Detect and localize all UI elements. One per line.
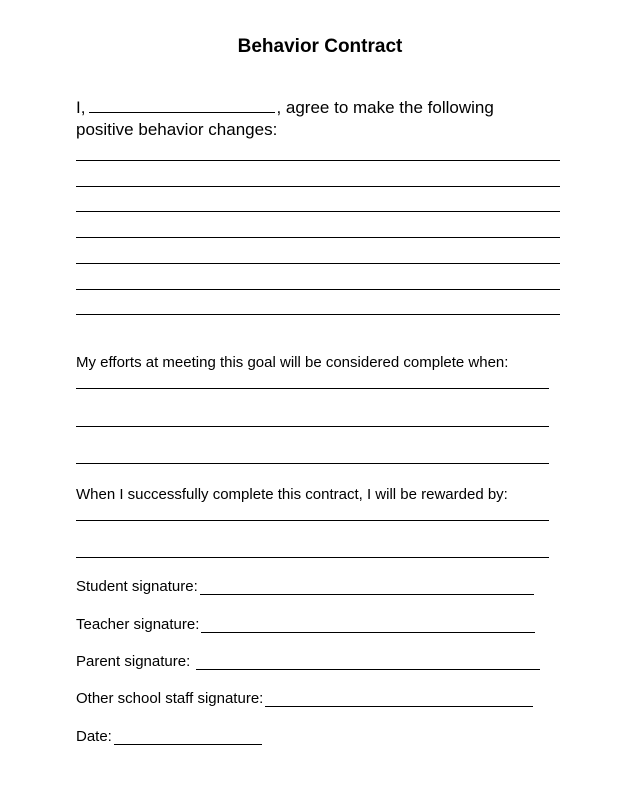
date-field[interactable] bbox=[114, 730, 262, 745]
date-row bbox=[76, 728, 262, 745]
behavior-line[interactable] bbox=[76, 186, 560, 187]
teacher-signature-row bbox=[76, 616, 535, 633]
goal-prompt: My efforts at meeting this goal will be considered complete when: bbox=[76, 354, 509, 371]
name-blank[interactable] bbox=[89, 96, 275, 113]
behavior-line[interactable] bbox=[76, 263, 560, 264]
intro-suffix: , agree to make the following bbox=[276, 98, 494, 117]
parent-signature-label: Parent signature: bbox=[76, 653, 191, 670]
parent-signature-field[interactable] bbox=[196, 655, 540, 670]
behavior-line[interactable] bbox=[76, 160, 560, 161]
page-title: Behavior Contract bbox=[237, 36, 403, 57]
student-signature-label: Student signature: bbox=[76, 578, 198, 595]
student-signature-row bbox=[76, 578, 534, 595]
staff-signature-row bbox=[76, 690, 533, 707]
behavior-line[interactable] bbox=[76, 289, 560, 290]
behavior-line[interactable] bbox=[76, 237, 560, 238]
intro-statement bbox=[76, 96, 494, 141]
behavior-line[interactable] bbox=[76, 314, 560, 315]
intro-prefix: I, bbox=[76, 98, 86, 117]
goal-line[interactable] bbox=[76, 426, 549, 427]
intro-line2: positive behavior changes: bbox=[76, 120, 278, 139]
staff-signature-field[interactable] bbox=[265, 692, 533, 707]
date-label: Date: bbox=[76, 728, 112, 745]
reward-line[interactable] bbox=[76, 520, 549, 521]
goal-line[interactable] bbox=[76, 388, 549, 389]
staff-signature-label: Other school staff signature: bbox=[76, 690, 264, 707]
parent-signature-row bbox=[76, 653, 540, 670]
reward-prompt: When I successfully complete this contract, I will be rewarded by: bbox=[76, 486, 508, 503]
teacher-signature-field[interactable] bbox=[201, 618, 535, 633]
student-signature-field[interactable] bbox=[200, 580, 534, 595]
reward-line[interactable] bbox=[76, 557, 549, 558]
goal-line[interactable] bbox=[76, 463, 549, 464]
behavior-line[interactable] bbox=[76, 211, 560, 212]
teacher-signature-label: Teacher signature: bbox=[76, 616, 200, 633]
